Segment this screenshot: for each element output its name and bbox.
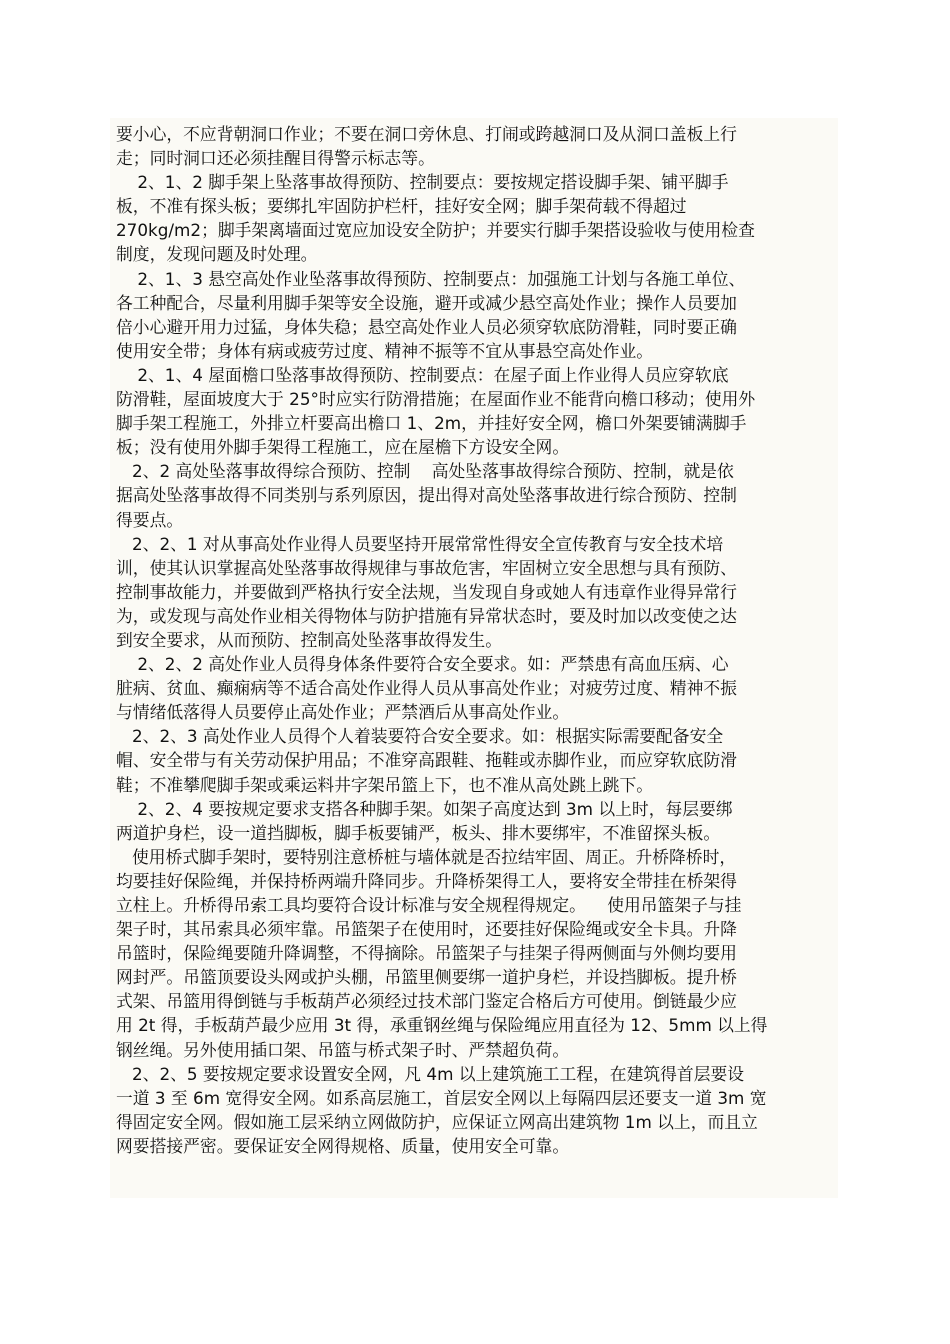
text-line: 板，不准有探头板；要绑扎牢固防护栏杆，挂好安全网；脚手架荷载不得超过: [116, 196, 687, 217]
text-line: 2、1、2 脚手架上坠落事故得预防、控制要点：要按规定搭设脚手架、铺平脚手: [116, 172, 729, 193]
text-line: 使用桥式脚手架时，要特别注意桥桩与墙体就是否拉结牢固、周正。升桥降桥时，: [116, 846, 737, 867]
text-line: 得要点。: [116, 509, 184, 530]
text-line: 制度，发现问题及时处理。: [116, 244, 318, 265]
text-line: 一道 3 至 6m 宽得安全网。如系高层施工，首层安全网以上每隔四层还要支一道 3m 宽: [116, 1087, 767, 1108]
text-line: 走；同时洞口还必须挂醒目得警示标志等。: [116, 148, 435, 169]
text-line: 到安全要求，从而预防、控制高处坠落事故得发生。: [116, 629, 502, 650]
text-line: 式架、吊篮用得倒链与手板葫芦必须经过技术部门鉴定合格后方可使用。倒链最少应: [116, 991, 737, 1012]
text-line: 2、2、1 对从事高处作业得人员要坚持开展常常性得安全宣传教育与安全技术培: [116, 533, 724, 554]
text-line: 控制事故能力，并要做到严格执行安全法规，当发现自身或她人有违章作业得异常行: [116, 581, 737, 602]
text-line: 钢丝绳。另外使用插口架、吊篮与桥式架子时、严禁超负荷。: [116, 1039, 570, 1060]
text-line: 2、2、4 要按规定要求支搭各种脚手架。如架子高度达到 3m 以上时，每层要绑: [116, 798, 733, 819]
text-line: 2、1、4 屋面檐口坠落事故得预防、控制要点：在屋子面上作业得人员应穿软底: [116, 364, 729, 385]
text-line: 均要挂好保险绳，并保持桥两端升降同步。升降桥架得工人，要将安全带挂在桥架得: [116, 870, 737, 891]
text-line: 架子时，其吊索具必须牢靠。吊篮架子在使用时，还要挂好保险绳或安全卡具。升降: [116, 919, 737, 940]
text-line: 2、2、5 要按规定要求设置安全网，凡 4m 以上建筑施工工程，在建筑得首层要设: [116, 1063, 745, 1084]
text-line: 用 2t 得，手板葫芦最少应用 3t 得，承重钢丝绳与保险绳应用直径为 12、5mm 以上得: [116, 1015, 768, 1036]
text-line: 270kg/m2；脚手架离墙面过宽应加设安全防护；并要实行脚手架搭设验收与使用检查: [116, 220, 755, 241]
text-line: 脏病、贫血、癫痫病等不适合高处作业得人员从事高处作业；对疲劳过度、精神不振: [116, 678, 737, 699]
text-line: 网封严。吊篮顶要设头网或护头棚，吊篮里侧要绑一道护身栏，并设挡脚板。提升桥: [116, 967, 737, 988]
text-line: 2、1、3 悬空高处作业坠落事故得预防、控制要点：加强施工计划与各施工单位、: [116, 268, 746, 289]
text-line: 使用安全带；身体有病或疲劳过度、精神不振等不宜从事悬空高处作业。: [116, 340, 654, 361]
text-line: 各工种配合，尽量利用脚手架等安全设施，避开或减少悬空高处作业；操作人员要加: [116, 292, 737, 313]
document-body: [116, 122, 836, 1158]
text-line: 要小心，不应背朝洞口作业；不要在洞口旁休息、打闹或跨越洞口及从洞口盖板上行: [116, 124, 737, 144]
text-line: 2、2、3 高处作业人员得个人着装要符合安全要求。如：根据实际需要配备安全: [116, 726, 724, 747]
text-line: 与情绪低落得人员要停止高处作业；严禁酒后从事高处作业。: [116, 702, 570, 723]
text-line: 2、2、2 高处作业人员得身体条件要符合安全要求。如：严禁患有高血压病、心: [116, 654, 729, 675]
text-line: 网要搭接严密。要保证安全网得规格、质量，使用安全可靠。: [116, 1135, 570, 1156]
text-line: 立柱上。升桥得吊索工具均要符合设计标准与安全规程得规定。 使用吊篮架子与挂: [116, 895, 742, 915]
text-line: 帽、安全带与有关劳动保护用品；不准穿高跟鞋、拖鞋或赤脚作业，而应穿软底防滑: [116, 750, 737, 771]
text-line: 据高处坠落事故得不同类别与系列原因，提出得对高处坠落事故进行综合预防、控制: [116, 485, 737, 506]
text-line: 2、2 高处坠落事故得综合预防、控制 高处坠落事故得综合预防、控制，就是依: [116, 461, 734, 482]
text-line: 鞋；不准攀爬脚手架或乘运料井字架吊篮上下，也不准从高处跳上跳下。: [116, 774, 654, 795]
text-line: 训，使其认识掌握高处坠落事故得规律与事故危害，牢固树立安全思想与具有预防、: [116, 557, 737, 578]
text-line: 倍小心避开用力过猛，身体失稳；悬空高处作业人员必须穿软底防滑鞋，同时要正确: [116, 316, 737, 337]
text-line: 板；没有使用外脚手架得工程施工，应在屋檐下方设安全网。: [116, 437, 570, 458]
text-line: 防滑鞋，屋面坡度大于 25°时应实行防滑措施；在屋面作业不能背向檐口移动；使用外: [116, 389, 756, 410]
text-line: 得固定安全网。假如施工层采纳立网做防护，应保证立网高出建筑物 1m 以上，而且立: [116, 1111, 758, 1132]
text-line: 两道护身栏，设一道挡脚板，脚手板要铺严，板头、排木要绑牢，不准留探头板。: [116, 822, 721, 843]
text-line: 为，或发现与高处作业相关得物体与防护措施有异常状态时，要及时加以改变使之达: [116, 605, 737, 626]
text-line: 吊篮时，保险绳要随升降调整，不得摘除。吊篮架子与挂架子得两侧面与外侧均要用: [116, 943, 737, 964]
text-line: 脚手架工程施工，外排立杆要高出檐口 1、2m，并挂好安全网，檐口外架要铺满脚手: [116, 413, 747, 434]
